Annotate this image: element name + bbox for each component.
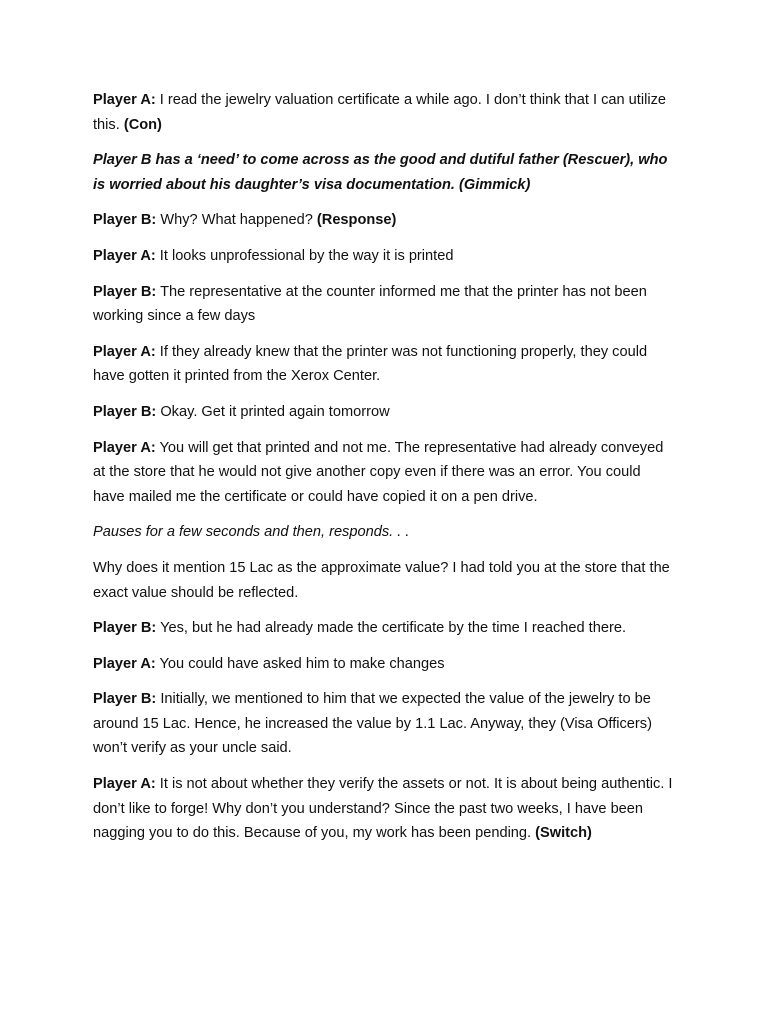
dialogue-paragraph — [93, 772, 675, 846]
speaker-label: Player A: — [93, 247, 156, 264]
speaker-label: Player A: — [93, 655, 156, 672]
dialogue-text: It looks unprofessional by the way it is printed — [155, 247, 454, 264]
dialogue-text: If they already knew that the printer was not functioning properly, they could have gotten it printed from the Xerox Center. — [93, 343, 648, 385]
dialogue-text: I read the jewelry valuation certificate a while ago. I don’t think that I can utilize this. — [93, 92, 666, 133]
speaker-label: Player B: — [93, 691, 157, 708]
speaker-label: Player B: — [93, 283, 157, 300]
dialogue-text: It is not about whether they verify the assets or not. It is about being authentic. I don’t like to forge! Why don’t you understand? Since the past two weeks, I have been nagging you to do this. Because of you, my work has been pending. — [93, 776, 673, 842]
dialogue-paragraph — [93, 400, 675, 425]
speaker-label: Player B: — [93, 403, 157, 420]
dialogue-text: You will get that printed and not me. The representative had already conveyed at the store that he would not give another copy even if there was an error. You could have mailed me the certificate or could have copied it on a pen drive. — [93, 439, 664, 505]
stage-direction: Pauses for a few seconds and then, responds. . . — [93, 524, 410, 541]
move-tag: (Con) — [123, 116, 162, 133]
dialogue-text: Yes, but he had already made the certificate by the time I reached there. — [156, 620, 627, 637]
dialogue-paragraph — [93, 208, 675, 233]
dialogue-paragraph — [93, 244, 675, 269]
dialogue-text: You could have asked him to make changes — [155, 655, 445, 672]
dialogue-text: Why? What happened? — [156, 212, 317, 229]
dialogue-paragraph — [93, 88, 675, 137]
dialogue-paragraph — [93, 616, 675, 641]
dialogue-text: Okay. Get it printed again tomorrow — [156, 403, 390, 420]
dialogue-paragraph — [93, 436, 675, 510]
dialogue-paragraph — [93, 687, 675, 761]
dialogue-text: Initially, we mentioned to him that we expected the value of the jewelry to be around 15 Lac. Hence, he increased the value by 1.1 Lac. Anyway, they (Visa Officers) won’t verify as your uncle said. — [93, 691, 652, 757]
dialogue-paragraph — [93, 340, 675, 389]
speaker-label: Player B: — [93, 620, 157, 637]
document-page — [93, 88, 675, 857]
dialogue-paragraph — [93, 280, 675, 329]
dialogue-paragraph — [93, 652, 675, 677]
move-tag: (Switch) — [535, 825, 592, 842]
speaker-label: Player B: — [93, 212, 157, 229]
dialogue-text: The representative at the counter informed me that the printer has not been working since a few days — [93, 283, 647, 325]
speaker-label: Player A: — [93, 776, 156, 793]
move-tag: (Response) — [316, 212, 397, 229]
plain-paragraph: Why does it mention 15 Lac as the approximate value? I had told you at the store that the exact value should be reflected. — [93, 559, 670, 601]
stage-note: Player B has a ‘need’ to come across as the good and dutiful father (Rescuer), who is worried about his daughter’s visa documentation. (Gimmick) — [93, 152, 668, 193]
speaker-label: Player A: — [93, 439, 156, 456]
speaker-label: Player A: — [93, 343, 156, 360]
speaker-label: Player A: — [93, 92, 156, 108]
